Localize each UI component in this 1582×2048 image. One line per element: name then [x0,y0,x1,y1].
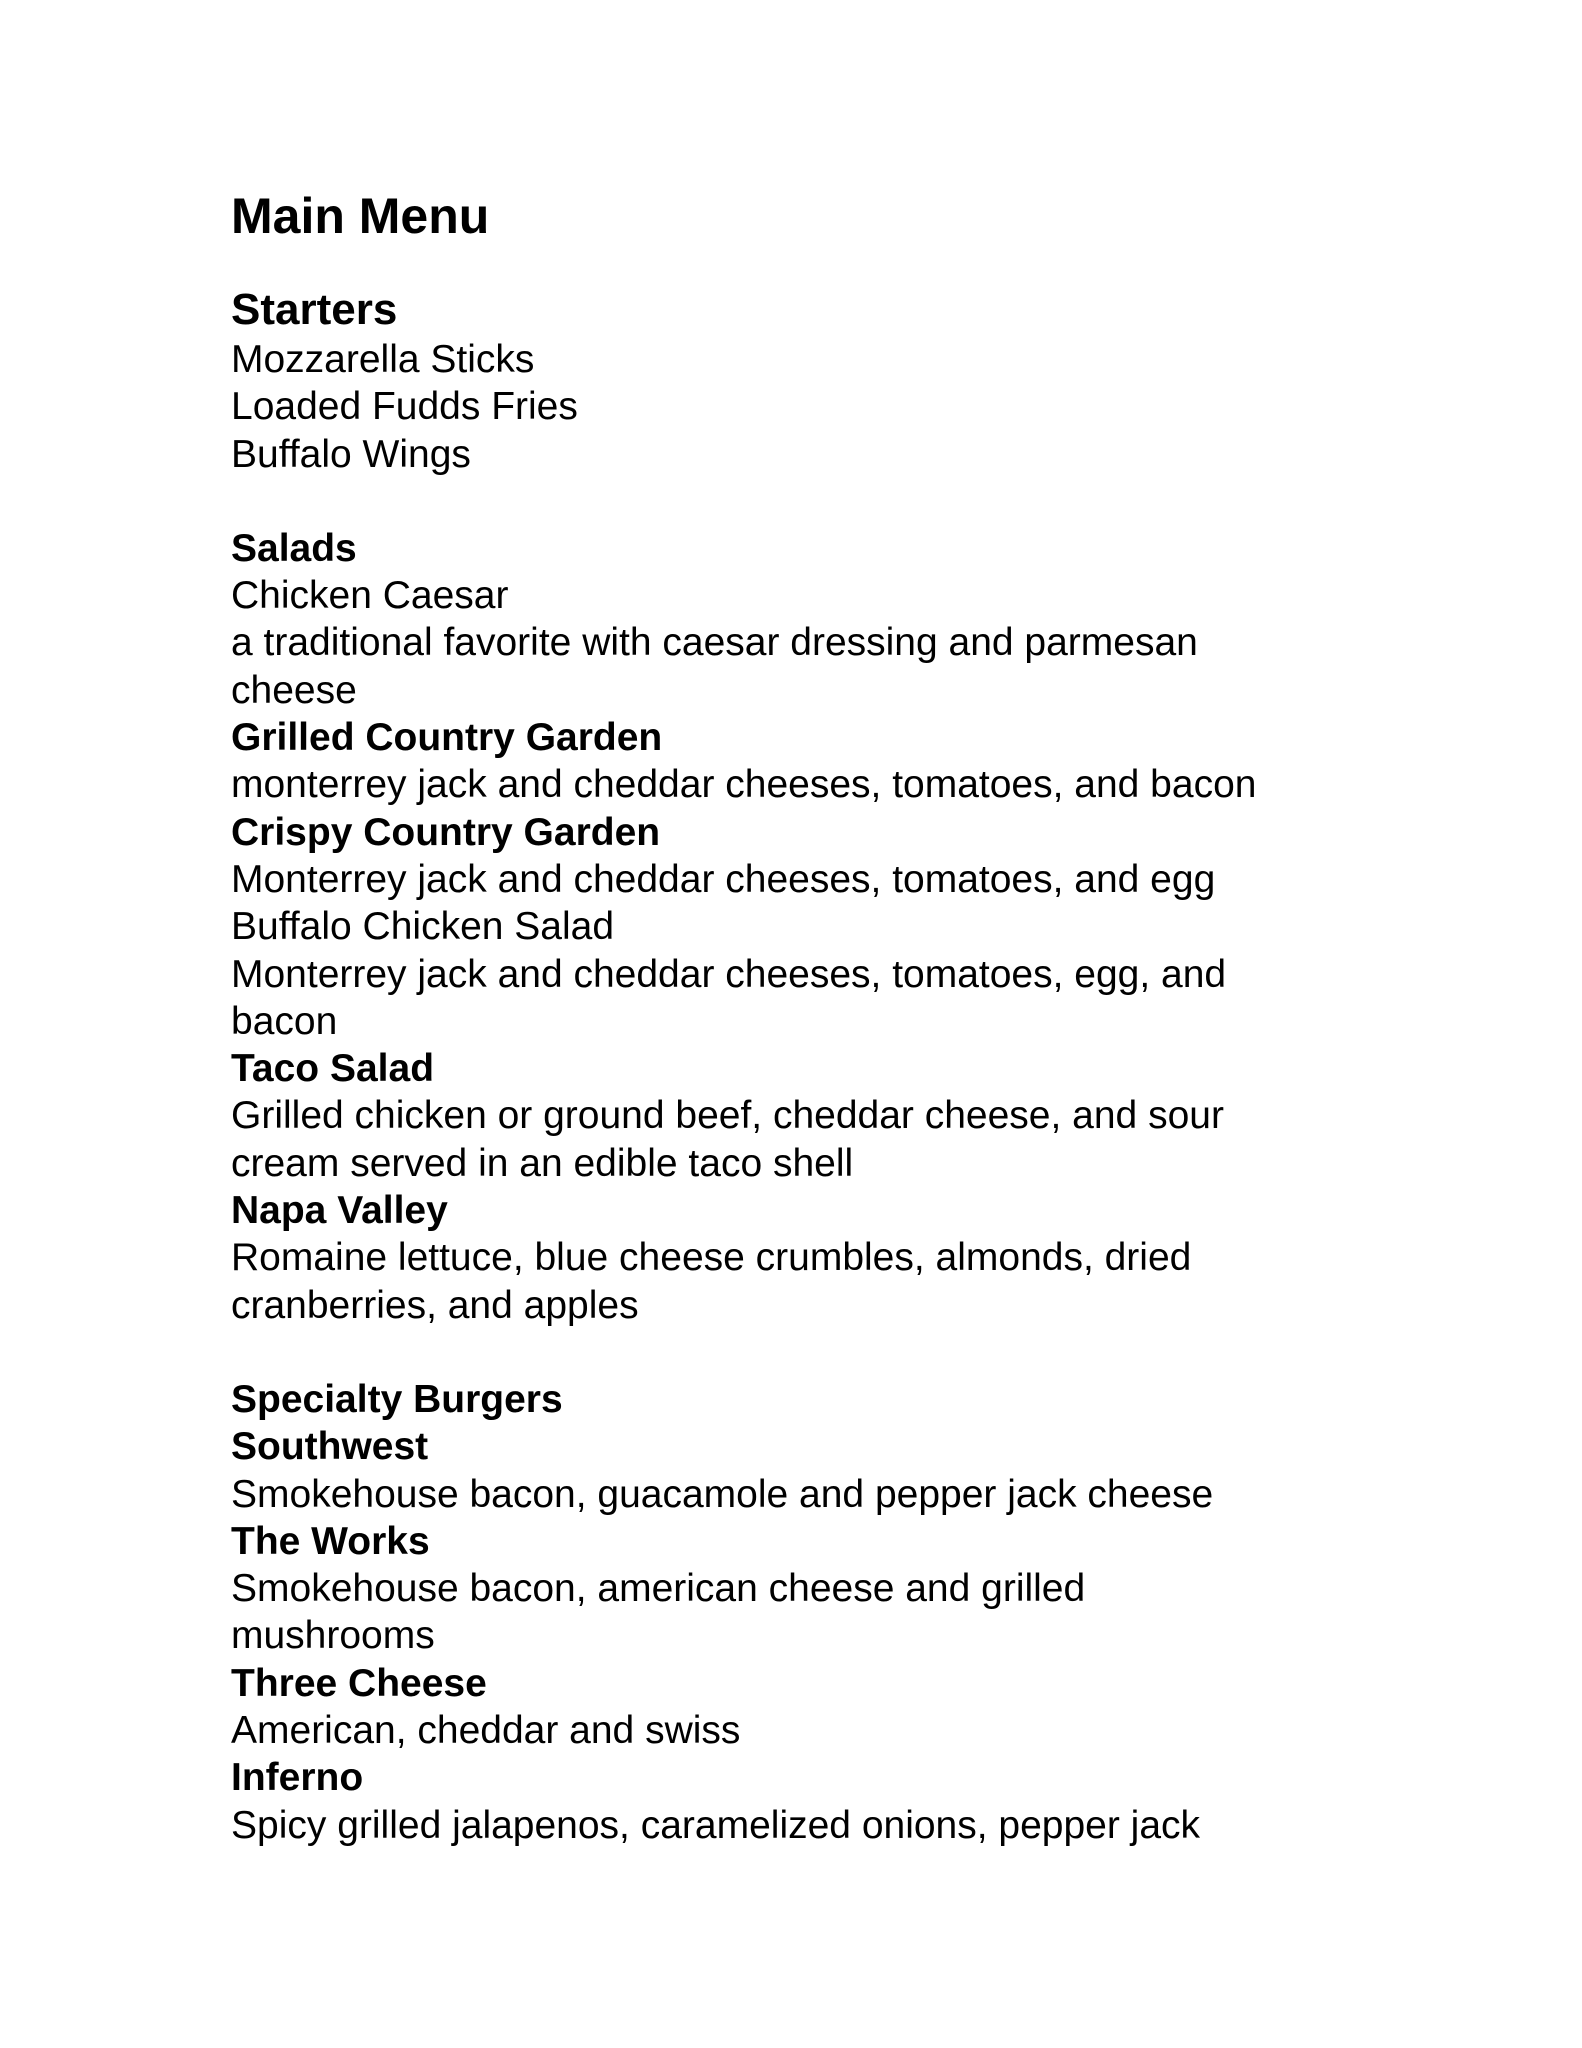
menu-item: Mozzarella Sticks [231,338,535,381]
menu-item-description: Spicy grilled jalapenos, caramelized onions, pepper jack [231,1803,1201,1847]
section-heading-salads: Salads [231,526,357,570]
menu-item-description: Smokehouse bacon, american cheese and grilled [231,1567,1086,1611]
section-heading-starters: Starters [231,285,398,334]
menu-line: Chicken Caesar [231,574,509,618]
menu-item-description: American, cheddar and swiss [231,1709,741,1753]
menu-item-name: Crispy Country Garden [231,810,661,854]
menu-item: Loaded Fudds Fries [231,385,578,429]
menu-item-description: mushrooms [231,1614,435,1658]
menu-item-name: Three Cheese [231,1661,487,1705]
menu-item-name: Napa Valley [231,1189,448,1233]
section-heading-burgers: Specialty Burgers [231,1377,563,1421]
menu-item-description: Monterrey jack and cheddar cheeses, tomatoes, and egg [231,857,1216,901]
menu-page [231,186,1351,1896]
menu-item-description: Grilled chicken or ground beef, cheddar cheese, and sour [231,1094,1224,1138]
menu-item-description: cream served in an edible taco shell [231,1141,854,1185]
menu-item-name: Buffalo Chicken Salad [231,905,615,949]
menu-item-description: cranberries, and apples [231,1283,639,1327]
menu-item-description: Romaine lettuce, blue cheese crumbles, almonds, dried [231,1236,1192,1280]
menu-line: a traditional favorite with caesar dressing and parmesan [231,621,1198,665]
menu-item-description: Monterrey jack and cheddar cheeses, tomatoes, egg, and [231,952,1227,996]
menu-item: Buffalo Wings [231,432,471,476]
menu-item-description: monterrey jack and cheddar cheeses, tomatoes, and bacon [231,763,1257,807]
salads-section [231,525,1351,1329]
menu-item-name: Southwest [231,1425,429,1469]
starters-section [231,284,1351,478]
menu-line: cheese [231,668,357,712]
burgers-section [231,1376,1351,1849]
menu-item-description: bacon [231,999,338,1043]
menu-item-name: Grilled Country Garden [231,716,663,760]
page-title: Main Menu [231,188,490,244]
menu-item-description: Smokehouse bacon, guacamole and pepper jack cheese [231,1472,1214,1516]
menu-item-name: Taco Salad [231,1047,435,1091]
menu-item-name: Inferno [231,1756,364,1800]
menu-item-name: The Works [231,1519,430,1563]
